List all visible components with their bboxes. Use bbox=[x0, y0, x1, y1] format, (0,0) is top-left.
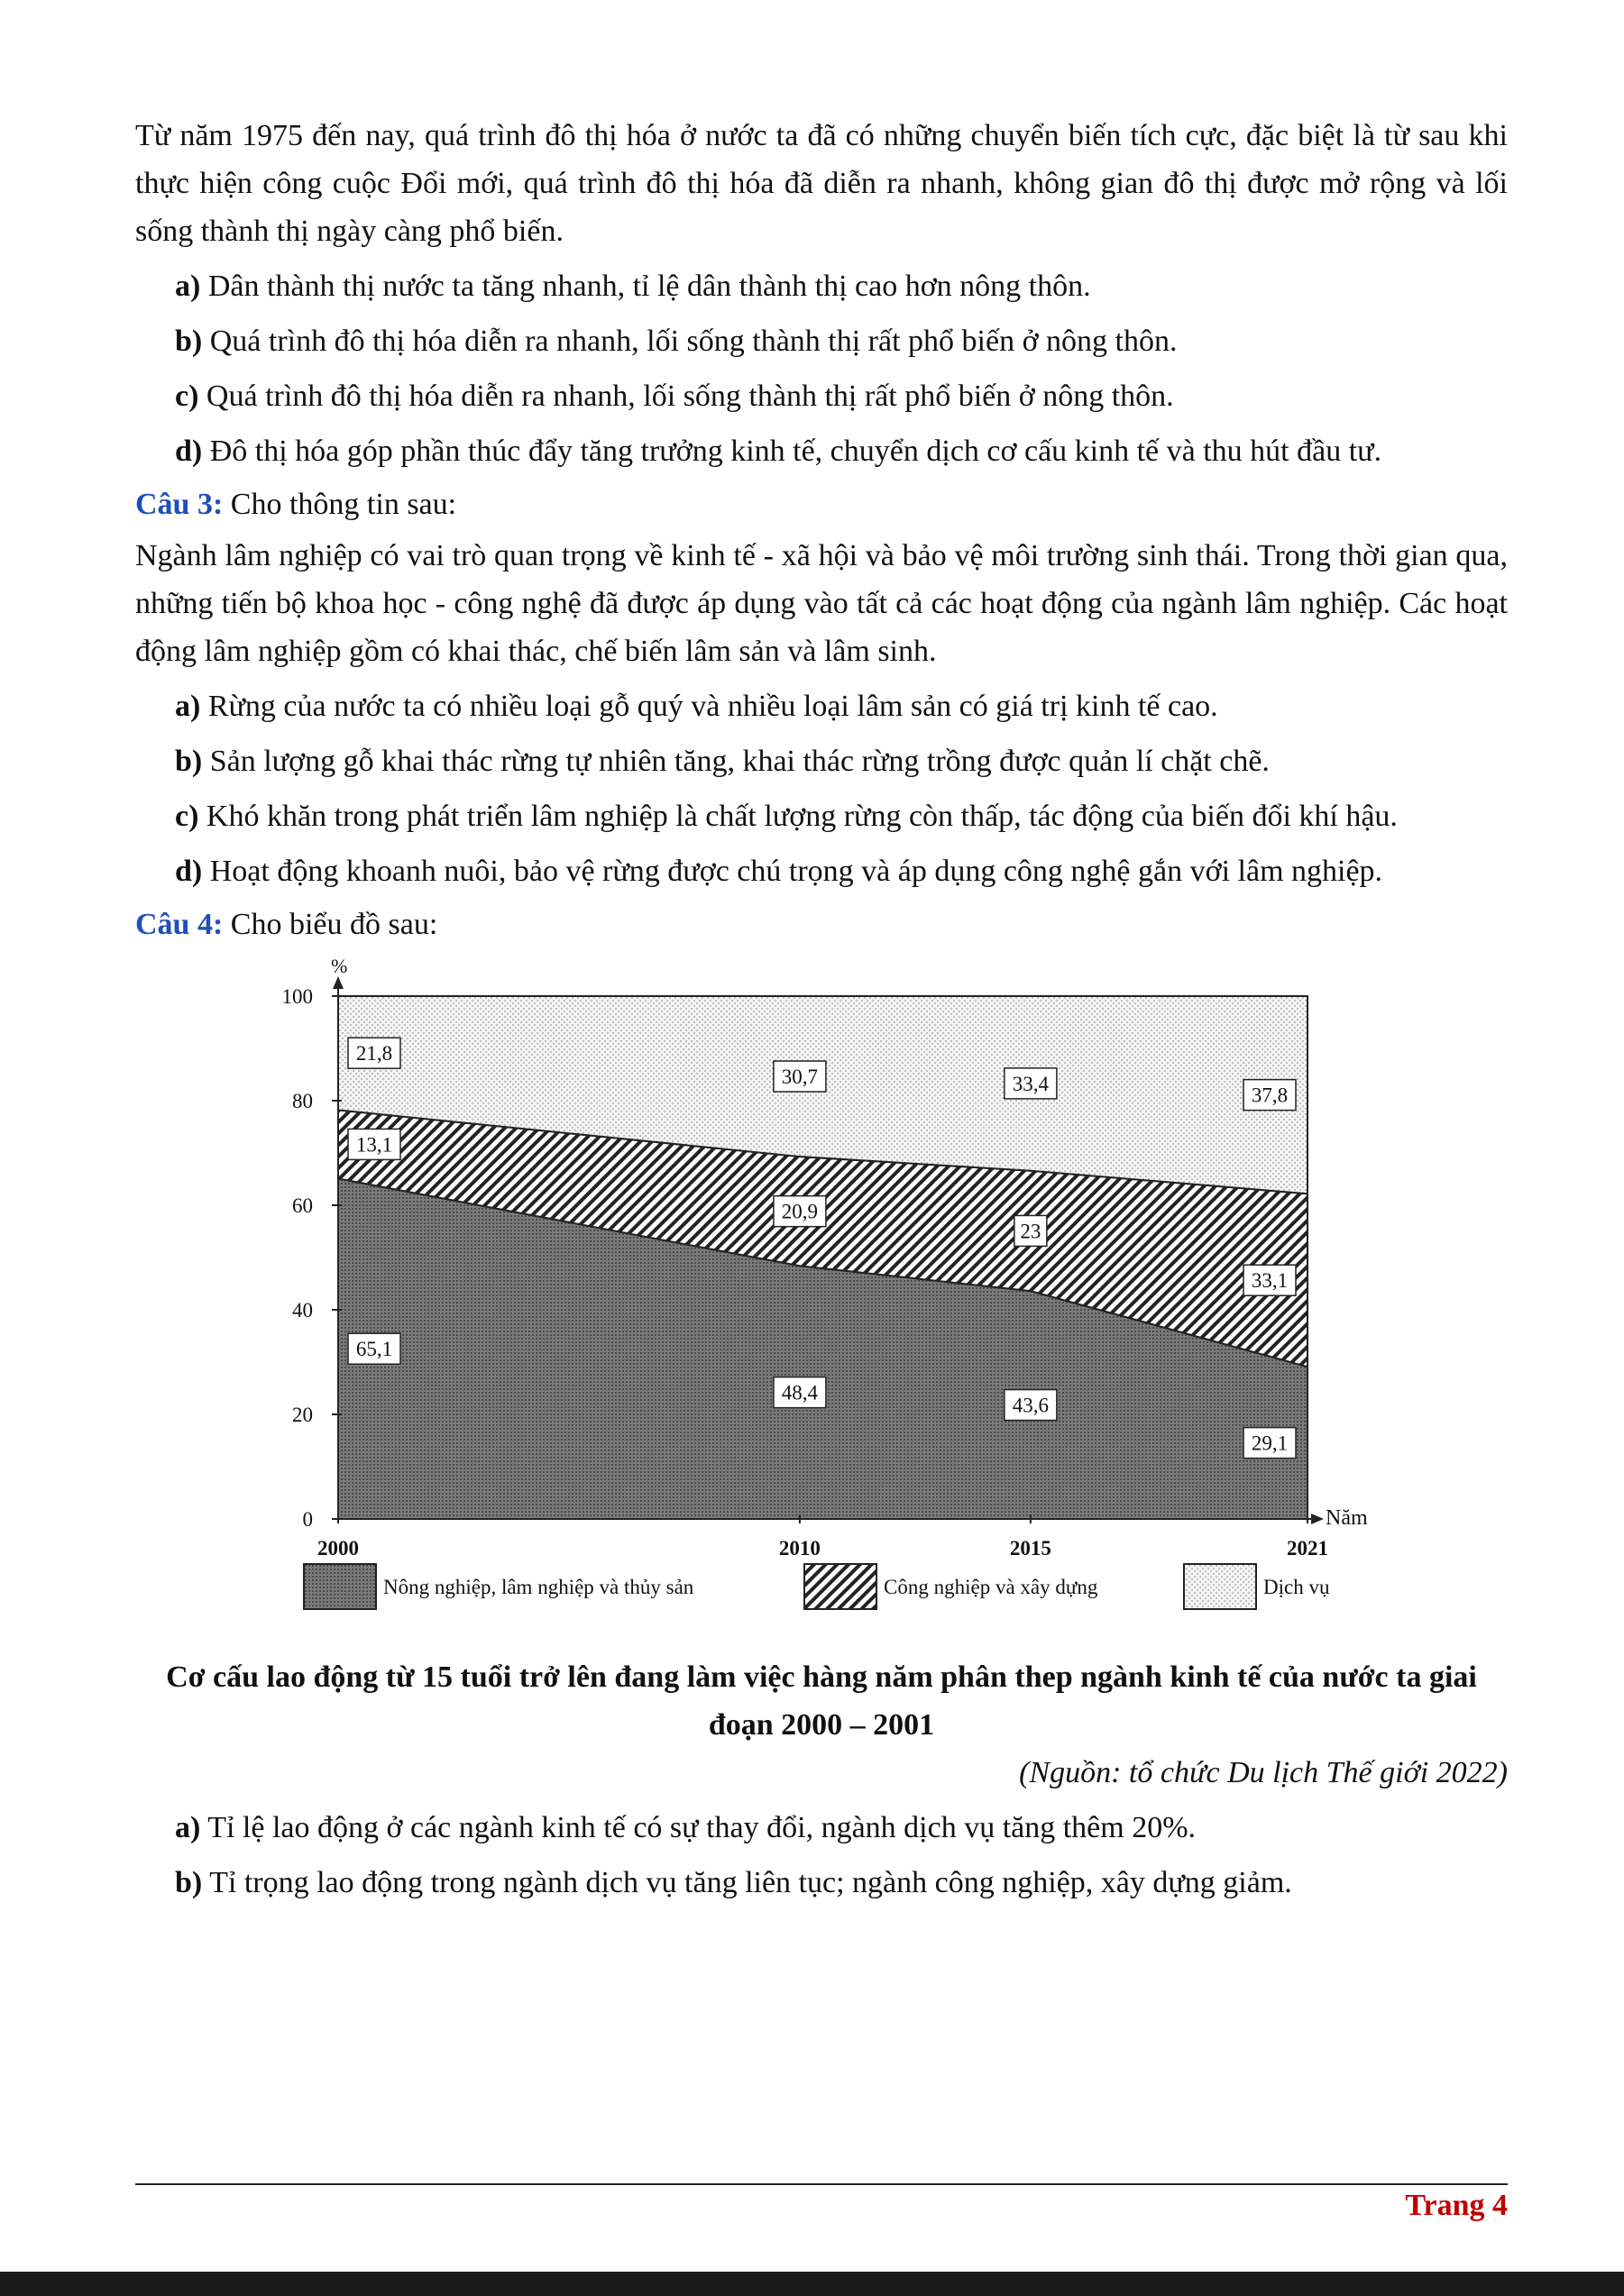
data-label: 30,7 bbox=[781, 1066, 819, 1089]
footer-divider bbox=[135, 2183, 1508, 2185]
data-label: 29,1 bbox=[1251, 1432, 1289, 1455]
question-4-prompt: Cho biểu đồ sau: bbox=[223, 908, 438, 941]
data-label: 33,4 bbox=[1012, 1072, 1049, 1095]
answer-text: Tỉ trọng lao động trong ngành dịch vụ tăng liên tục; ngành công nghiệp, xây dựng giảm. bbox=[202, 1866, 1292, 1899]
answer-text: Khó khăn trong phát triển lâm nghiệp là chất lượng rừng còn thấp, tác động của biến đổi khí hậu. bbox=[198, 800, 1398, 833]
answer-text: Quá trình đô thị hóa diễn ra nhanh, lối sống thành thị rất phổ biến ở nông thôn. bbox=[202, 325, 1178, 358]
data-label: 43,6 bbox=[1012, 1394, 1049, 1417]
answer-text: Tỉ lệ lao động ở các ngành kinh tế có sự thay đổi, ngành dịch vụ tăng thêm 20%. bbox=[200, 1811, 1197, 1844]
y-tick-label: 100 bbox=[281, 985, 313, 1008]
answer-item bbox=[135, 1804, 1508, 1852]
x-axis-arrow bbox=[1311, 1514, 1324, 1524]
question-3-prompt: Cho thông tin sau: bbox=[223, 488, 457, 521]
x-tick-label: 2000 bbox=[317, 1537, 359, 1560]
answer-label: a) bbox=[175, 270, 201, 303]
y-tick-label: 80 bbox=[292, 1090, 313, 1112]
answer-label: d) bbox=[175, 435, 203, 468]
question-3-paragraph: Ngành lâm nghiệp có vai trò quan trọng về kinh tế - xã hội và bảo vệ môi trường sinh thái. Trong thời gian qua, những tiến bộ khoa học - công nghệ đã được áp dụng vào tất cả các hoạt động của ngành lâm nghiệp. Các hoạt động lâm nghiệp gồm có khai thác, chế biến lâm sản và lâm sinh. bbox=[135, 539, 1508, 668]
answer-item bbox=[135, 847, 1508, 895]
legend-swatch bbox=[1184, 1564, 1256, 1609]
stacked-area-chart bbox=[135, 956, 1508, 1650]
data-label: 20,9 bbox=[781, 1200, 819, 1223]
question-3-label: Câu 3: bbox=[135, 488, 224, 521]
chart-source: (Nguồn: tổ chức Du lịch Thế giới 2022) bbox=[1019, 1756, 1508, 1789]
question-4-answer-list bbox=[135, 1804, 1508, 1907]
page-number: Trang 4 bbox=[1405, 2189, 1508, 2222]
answer-item bbox=[135, 792, 1508, 840]
answer-item bbox=[135, 317, 1508, 365]
document-body bbox=[135, 112, 1508, 1907]
legend-label: Dịch vụ bbox=[1263, 1576, 1330, 1598]
data-label: 33,1 bbox=[1251, 1269, 1289, 1293]
question-4-label: Câu 4: bbox=[135, 908, 224, 941]
y-axis-arrow bbox=[333, 976, 344, 989]
bottom-edge-bar bbox=[0, 2272, 1624, 2296]
answer-text: Hoạt động khoanh nuôi, bảo vệ rừng được chú trọng và áp dụng công nghệ gắn với lâm nghiệp. bbox=[202, 855, 1383, 888]
y-tick-label: 40 bbox=[292, 1299, 313, 1322]
answer-label: d) bbox=[175, 855, 203, 888]
data-label: 13,1 bbox=[355, 1133, 393, 1157]
answer-item bbox=[135, 427, 1508, 475]
x-axis-label: Năm bbox=[1326, 1506, 1368, 1530]
answer-label: b) bbox=[175, 1866, 203, 1899]
answer-text: Rừng của nước ta có nhiều loại gỗ quý và nhiều loại lâm sản có giá trị kinh tế cao. bbox=[200, 690, 1218, 723]
answer-item bbox=[135, 1859, 1508, 1907]
y-tick-label: 0 bbox=[302, 1508, 313, 1531]
intro-paragraph: Từ năm 1975 đến nay, quá trình đô thị hóa ở nước ta đã có những chuyển biến tích cực, đặc biệt là từ sau khi thực hiện công cuộc Đổi mới, quá trình đô thị hóa đã diễn ra nhanh, không gian đô thị được mở rộng và lối sống thành thị ngày càng phổ biến. bbox=[135, 119, 1508, 248]
answer-item bbox=[135, 682, 1508, 730]
answer-item bbox=[135, 737, 1508, 785]
question-4-heading bbox=[135, 901, 1508, 948]
data-label: 23 bbox=[1020, 1220, 1041, 1243]
question-3-heading bbox=[135, 480, 1508, 528]
question-3-answer-list bbox=[135, 682, 1508, 895]
answer-text: Đô thị hóa góp phần thúc đẩy tăng trưởng kinh tế, chuyển dịch cơ cấu kinh tế và thu hút đầu tư. bbox=[202, 435, 1382, 468]
y-axis-label: % bbox=[331, 956, 348, 977]
x-tick-label: 2021 bbox=[1287, 1537, 1328, 1560]
legend-label: Công nghiệp và xây dựng bbox=[884, 1576, 1098, 1598]
data-label: 37,8 bbox=[1251, 1084, 1289, 1107]
data-label: 48,4 bbox=[781, 1381, 819, 1404]
legend-label: Nông nghiệp, lâm nghiệp và thủy sản bbox=[383, 1576, 694, 1598]
answer-label: c) bbox=[175, 380, 199, 413]
answer-item bbox=[135, 372, 1508, 420]
data-label: 65,1 bbox=[355, 1338, 393, 1361]
y-tick-label: 60 bbox=[292, 1194, 313, 1217]
answer-label: b) bbox=[175, 745, 203, 778]
chart-container bbox=[135, 956, 1508, 1650]
answer-label: b) bbox=[175, 325, 203, 358]
answer-label: c) bbox=[175, 800, 199, 833]
answer-label: a) bbox=[175, 1811, 201, 1844]
x-tick-label: 2015 bbox=[1009, 1537, 1051, 1560]
y-tick-label: 20 bbox=[292, 1404, 313, 1426]
chart-caption: Cơ cấu lao động từ 15 tuổi trở lên đang làm việc hàng năm phân thep ngành kinh tế của nước ta giai đoạn 2000 – 2001 bbox=[166, 1660, 1477, 1742]
answer-text: Dân thành thị nước ta tăng nhanh, tỉ lệ dân thành thị cao hơn nông thôn. bbox=[200, 270, 1091, 303]
data-label: 21,8 bbox=[355, 1042, 393, 1066]
answer-text: Quá trình đô thị hóa diễn ra nhanh, lối sống thành thị rất phổ biến ở nông thôn. bbox=[198, 380, 1174, 413]
answer-label: a) bbox=[175, 690, 201, 723]
legend-swatch bbox=[804, 1564, 876, 1609]
answer-text: Sản lượng gỗ khai thác rừng tự nhiên tăng, khai thác rừng trồng được quản lí chặt chẽ. bbox=[202, 745, 1270, 778]
answer-item bbox=[135, 262, 1508, 310]
x-tick-label: 2010 bbox=[778, 1537, 821, 1560]
legend-swatch bbox=[304, 1564, 376, 1609]
intro-answer-list bbox=[135, 262, 1508, 475]
